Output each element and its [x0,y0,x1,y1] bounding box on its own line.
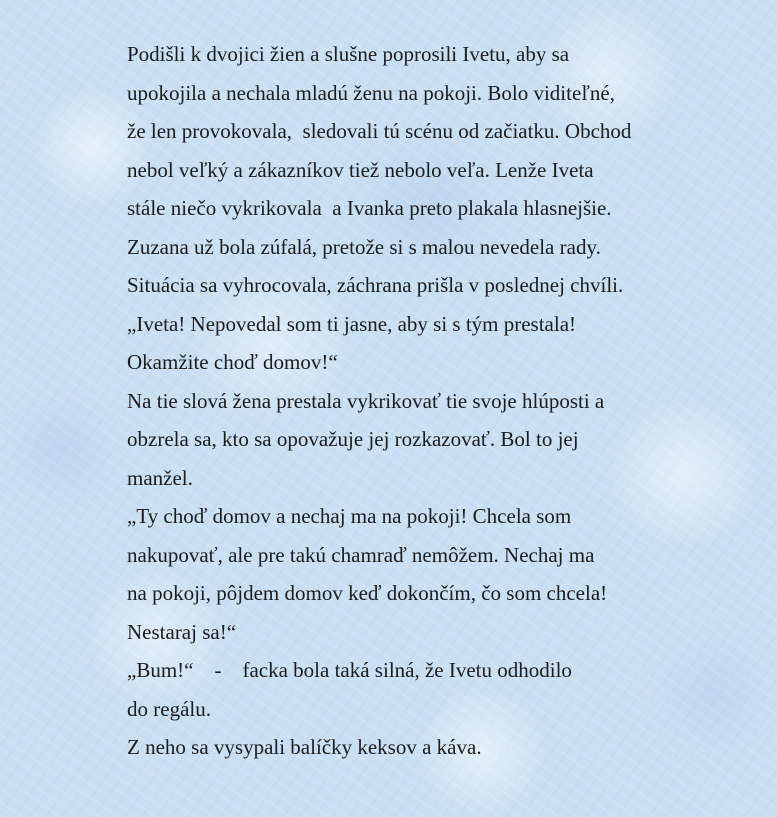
text-line: obzrela sa, kto sa opovažuje jej rozkazovať. Bol to jej [127,427,579,451]
text-line: Okamžite choď domov!“ [127,350,338,374]
text-line: Situácia sa vyhrocovala, záchrana prišla v poslednej chvíli. [127,273,624,297]
text-line: Z neho sa vysypali balíčky keksov a káva. [127,735,482,759]
document-page [127,35,727,767]
text-line: Nestaraj sa!“ [127,619,237,644]
text-line: Na tie slová žena prestala vykrikovať tie svoje hlúposti a [127,388,605,413]
text-line: Zuzana už bola zúfalá, pretože si s malou nevedela rady. [127,234,601,259]
text-line: nebol veľký a zákazníkov tiež nebolo veľa. Lenže Iveta [127,157,594,182]
text-line: do regálu. [127,696,211,721]
text-line: Podišli k dvojici žien a slušne poprosili Ivetu, aby sa [127,42,570,66]
text-line: že len provokovala, sledovali tú scénu od začiatku. Obchod [127,119,632,143]
text-line: stále niečo vykrikovala a Ivanka preto plakala hlasnejšie. [127,196,612,220]
text-line: „Ty choď domov a nechaj ma na pokoji! Chcela som [127,504,572,528]
text-line: manžel. [127,465,193,490]
text-line: upokojila a nechala mladú ženu na pokoji. Bolo viditeľné, [127,80,615,105]
text-line: nakupovať, ale pre takú chamraď nemôžem. Nechaj ma [127,542,595,567]
text-line: „Bum!“ - facka bola taká silná, že Ivetu odhodilo [127,658,572,682]
text-line: „Iveta! Nepovedal som ti jasne, aby si s tým prestala! [127,311,577,336]
text-line: na pokoji, pôjdem domov keď dokončím, čo som chcela! [127,581,608,605]
